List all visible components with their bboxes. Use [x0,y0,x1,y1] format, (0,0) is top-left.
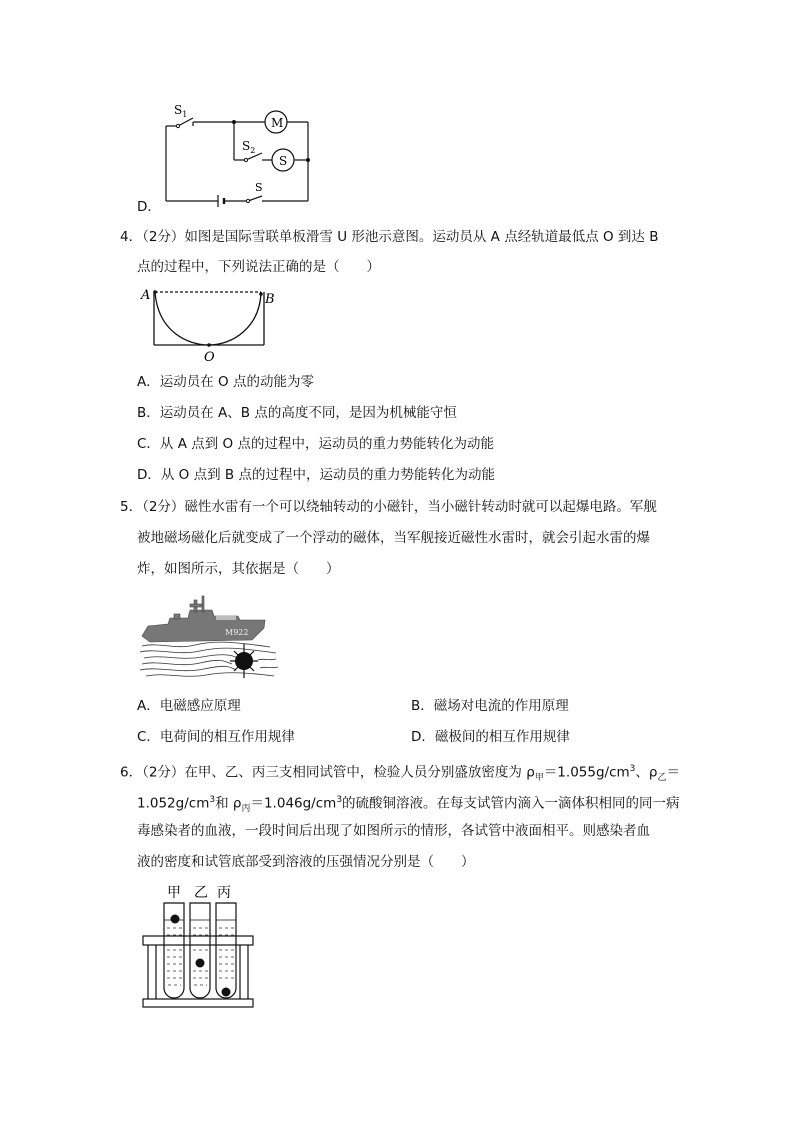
ship-number: M922 [225,628,249,637]
q5-option-c[interactable]: C．电荷间的相互作用规律 [137,729,295,745]
circuit-diagram [160,100,320,210]
q5-stem-line2: 被地磁场磁化后就变成了一个浮动的磁体，当军舰接近磁性水雷时，就会引起水雷的爆 [137,530,650,546]
motor-label: M [271,116,284,130]
q5-stem-line3: 炸，如图所示，其依据是（ ） [137,561,340,577]
test-tube-rack-diagram [140,882,260,1012]
tube-label-bing: 丙 [217,885,231,901]
blood-drop-bing [222,988,231,997]
warship-mine-image [140,590,280,682]
point-b-label: B [265,292,275,307]
q4-stem-line2: 点的过程中，下列说法正确的是（ ） [137,259,380,275]
q6-stem-line2: $1.052g/cm^3$和 $\rho_丙=1.046g/cm^3$的硫酸铜溶液。在每支试管内滴入一滴体积相同的同一病 [137,795,680,815]
blood-drop-yi [196,959,205,968]
q4-option-c[interactable]: C．从 A 点到 O 点的过程中，运动员的重力势能转化为动能 [137,436,494,452]
point-a-label: A [141,288,151,303]
tube-label-jia: 甲 [167,885,181,901]
q4-option-b[interactable]: B．运动员在 A、B 点的高度不同，是因为机械能守恒 [137,405,457,421]
q5-option-d[interactable]: D．磁极间的相互作用规律 [411,729,570,745]
option-d-label: D． [137,199,161,215]
main-switch-label: S [255,181,263,194]
q5-option-a[interactable]: A．电磁感应原理 [137,698,241,714]
q5-option-b[interactable]: B．磁场对电流的作用原理 [411,698,569,714]
q6-stem-line3: 毒感染者的血液，一段时间后出现了如图所示的情形，各试管中液面相平。则感染者血 [137,823,650,839]
q4-option-a[interactable]: A．运动员在 O 点的动能为零 [137,374,314,390]
switch-s2-label: $S_2$ [242,139,256,155]
blood-drop-jia [171,915,180,924]
q4-option-d[interactable]: D．从 O 点到 B 点的过程中，运动员的重力势能转化为动能 [137,467,495,483]
q5-stem-line1: 5．（2分）磁性水雷有一个可以绕轴转动的小磁针，当小磁针转动时就可以起爆电路。军舰 [120,499,657,515]
q6-stem-line4: 液的密度和试管底部受到溶液的压强情况分别是（ ） [137,854,475,870]
switch-s1-label: $S_1$ [174,103,188,119]
heater-label: S [279,154,288,168]
q4-stem-line1: 4．（2分）如图是国际雪联单板滑雪 U 形池示意图。运动员从 A 点经轨道最低点 O 到达 B [120,229,659,245]
tube-label-yi: 乙 [194,885,208,901]
u-pipe-diagram [138,282,288,364]
point-o-label: O [204,350,215,364]
q6-stem-line1: 6．（2分）在甲、乙、丙三支相同试管中，检验人员分别盛放密度为 $\rho_甲=1.055g/cm^3$、$\rho_乙=$ [120,764,680,784]
